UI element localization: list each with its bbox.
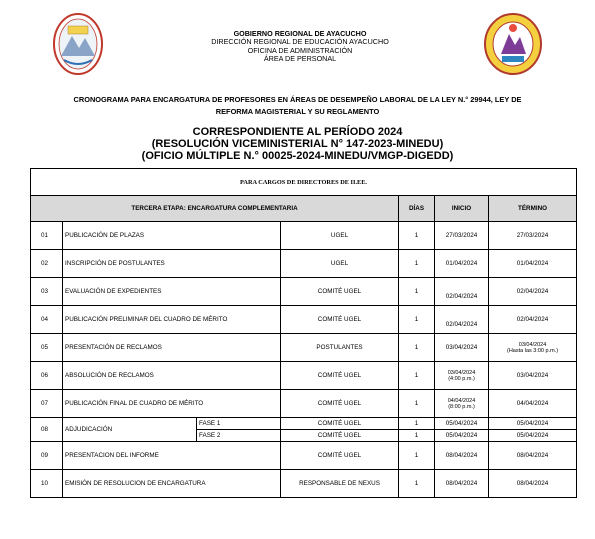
row-responsible: COMITÉ UGEL (281, 418, 399, 430)
row-number: 04 (31, 306, 63, 334)
row-start: 05/04/2024 (435, 418, 489, 430)
document-title (40, 94, 555, 117)
row-responsible: COMITÉ UGEL (281, 362, 399, 390)
header-stage: TERCERA ETAPA: ENCARGATURA COMPLEMENTARIA (31, 196, 399, 222)
row-number: 09 (31, 442, 63, 470)
row-activity: PUBLICACIÓN DE PLAZAS (63, 222, 281, 250)
table-row (31, 222, 577, 250)
row-activity: PRESENTACIÓN DE RECLAMOS (63, 334, 281, 362)
table-row (31, 390, 577, 418)
row-end: 03/04/2024 (489, 362, 577, 390)
row-end: 05/04/2024 (489, 418, 577, 430)
row-end: 05/04/2024 (489, 430, 577, 442)
row-start: 08/04/2024 (435, 470, 489, 498)
row-end: 27/03/2024 (489, 222, 577, 250)
table-row (31, 334, 577, 362)
row-responsible: POSTULANTES (281, 334, 399, 362)
header-line-1: GOBIERNO REGIONAL DE AYACUCHO (233, 29, 367, 38)
row-end: 03/04/2024 (518, 341, 547, 348)
row-start: 03/04/2024 (435, 334, 489, 362)
table-row (31, 278, 577, 306)
row-phase: FASE 1 (197, 418, 281, 430)
header-start: INICIO (435, 196, 489, 222)
row-start: 04/04/2024 (447, 397, 476, 404)
row-number: 10 (31, 470, 63, 498)
header-line-4: ÁREA DE PERSONAL (263, 54, 337, 64)
row-end: 02/04/2024 (489, 278, 577, 306)
row-end: 01/04/2024 (489, 250, 577, 278)
row-responsible: COMITÉ UGEL (281, 306, 399, 334)
table-row (31, 250, 577, 278)
row-days: 1 (399, 418, 435, 430)
row-number: 03 (31, 278, 63, 306)
institution-header (150, 30, 450, 64)
row-activity: EMISIÓN DE RESOLUCION DE ENCARGATURA (63, 470, 281, 498)
row-start-note: (4:00 p.m.) (448, 375, 475, 382)
row-end: 08/04/2024 (489, 470, 577, 498)
row-end-note: (Hasta las 3:00 p.m.) (507, 347, 559, 354)
row-start: 01/04/2024 (435, 250, 489, 278)
row-responsible: COMITÉ UGEL (281, 442, 399, 470)
row-days: 1 (399, 306, 435, 334)
row-start: 05/04/2024 (435, 430, 489, 442)
row-start: 08/04/2024 (435, 442, 489, 470)
row-days: 1 (399, 222, 435, 250)
title-line-1: CRONOGRAMA PARA ENCARGATURA DE PROFESORES EN ÁREAS DE DESEMPEÑO LABORAL DE LA LEY N.° 29944, LEY DE (73, 95, 522, 104)
row-start: 03/04/2024 (447, 369, 476, 376)
row-days: 1 (399, 442, 435, 470)
row-number: 06 (31, 362, 63, 390)
row-days: 1 (399, 278, 435, 306)
row-number: 01 (31, 222, 63, 250)
row-days: 1 (399, 390, 435, 418)
row-start: 27/03/2024 (435, 222, 489, 250)
row-responsible: COMITÉ UGEL (281, 430, 399, 442)
table-row (31, 362, 577, 390)
row-activity: PUBLICACIÓN PRELIMINAR DEL CUADRO DE MÉRITO (63, 306, 281, 334)
row-responsible: COMITÉ UGEL (281, 278, 399, 306)
row-activity: ADJUDICACIÓN (63, 418, 197, 442)
period-line-1: CORRESPONDIENTE AL PERÍODO 2024 (192, 126, 403, 138)
row-start-note: (8:00 p.m.) (448, 403, 475, 410)
row-end: 02/04/2024 (489, 306, 577, 334)
table-row (31, 418, 577, 430)
table-row (31, 470, 577, 498)
row-days: 1 (399, 250, 435, 278)
row-activity: EVALUACIÓN DE EXPEDIENTES (63, 278, 281, 306)
row-end: 04/04/2024 (489, 390, 577, 418)
row-responsible: COMITÉ UGEL (281, 390, 399, 418)
row-days: 1 (399, 362, 435, 390)
header-end: TÉRMINO (489, 196, 577, 222)
row-number: 02 (31, 250, 63, 278)
row-end: 08/04/2024 (489, 442, 577, 470)
table-row (31, 442, 577, 470)
row-activity: INSCRIPCIÓN DE POSTULANTES (63, 250, 281, 278)
period-line-2: (RESOLUCIÓN VICEMINISTERIAL N° 147-2023-MINEDU) (151, 138, 444, 150)
table-caption: PARA CARGOS DE DIRECTORES DE II.EE. (31, 169, 577, 196)
row-start: 02/04/2024 (445, 321, 478, 328)
row-responsible: RESPONSABLE DE NEXUS (281, 470, 399, 498)
row-responsible: UGEL (281, 222, 399, 250)
row-days: 1 (399, 334, 435, 362)
row-start: 02/04/2024 (445, 293, 478, 300)
row-number: 05 (31, 334, 63, 362)
table-row (31, 306, 577, 334)
header-line-3: OFICINA DE ADMINISTRACIÓN (247, 45, 353, 55)
header-days: DÍAS (399, 196, 435, 222)
education-directorate-emblem (482, 12, 544, 76)
period-block (60, 126, 535, 162)
row-days: 1 (399, 430, 435, 442)
row-number: 08 (31, 418, 63, 442)
row-days: 1 (399, 470, 435, 498)
row-phase: FASE 2 (197, 430, 281, 442)
row-activity: PUBLICACIÓN FINAL DE CUADRO DE MÉRITO (63, 390, 281, 418)
period-line-3: (OFICIO MÚLTIPLE N.° 00025-2024-MINEDU/VMGP-DIGEDD) (141, 150, 454, 162)
regional-government-emblem (52, 12, 104, 76)
schedule-table (30, 168, 577, 498)
row-activity: ABSOLUCIÓN DE RECLAMOS (63, 362, 281, 390)
title-line-2: REFORMA MAGISTERIAL Y SU REGLAMENTO (215, 106, 380, 116)
header-line-2: DIRECCIÓN REGIONAL DE EDUCACIÓN AYACUCHO (211, 37, 389, 47)
row-number: 07 (31, 390, 63, 418)
row-responsible: UGEL (281, 250, 399, 278)
row-activity: PRESENTACION DEL INFORME (63, 442, 281, 470)
